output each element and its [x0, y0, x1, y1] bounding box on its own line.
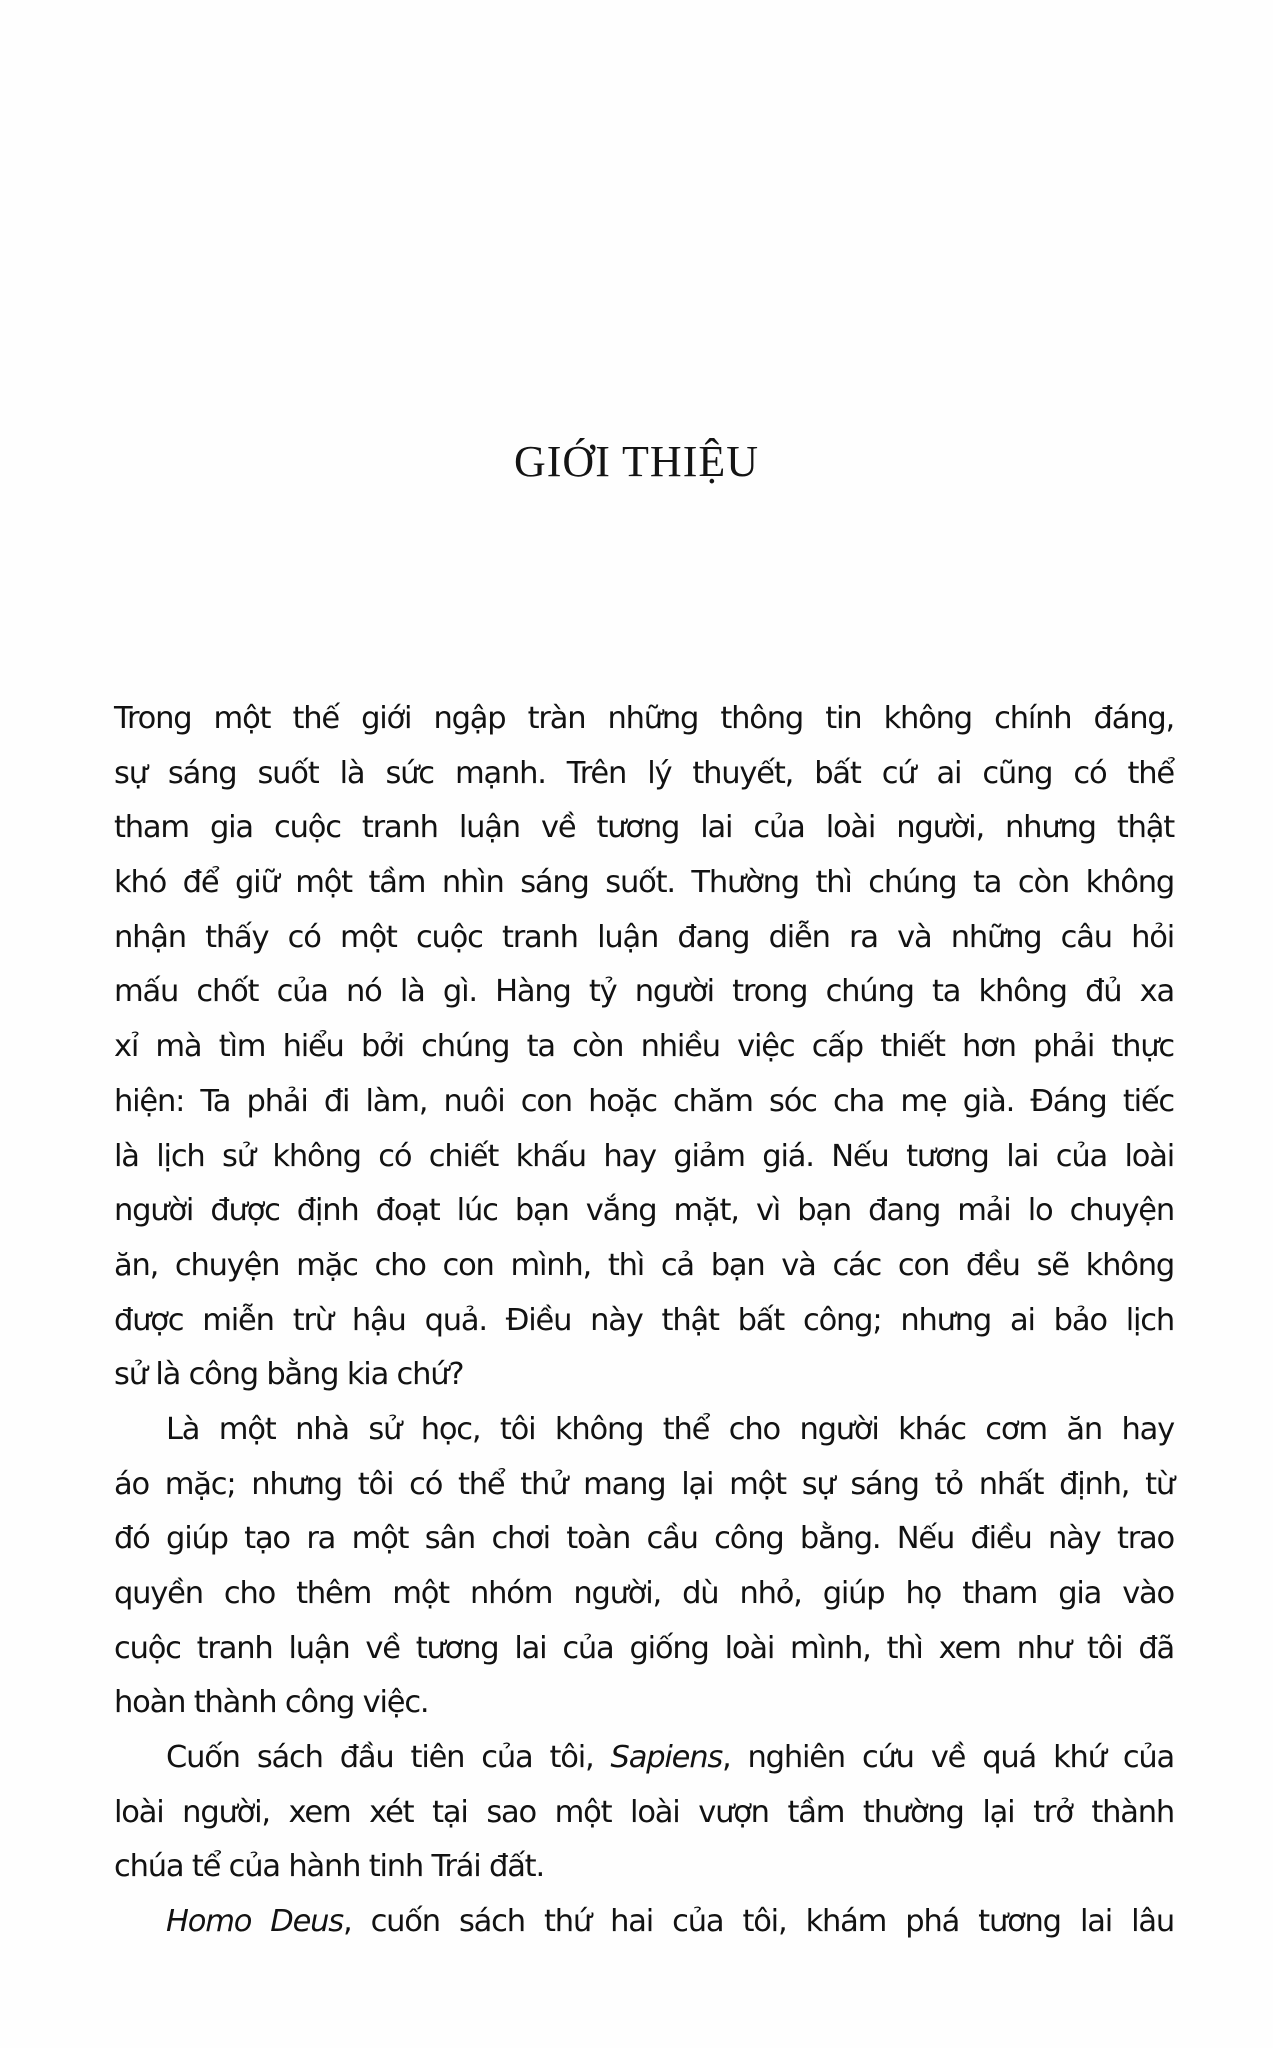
text-line: đó giúp tạo ra một sân chơi toàn cầu công bằng. Nếu điều này trao [114, 1521, 1174, 1557]
text-line: khó để giữ một tầm nhìn sáng suốt. Thường thì chúng ta còn không [114, 865, 1174, 901]
text-line: sử là công bằng kia chứ? [114, 1357, 464, 1393]
text-line: Trong một thế giới ngập tràn những thông tin không chính đáng, [114, 701, 1174, 736]
text-line: ăn, chuyện mặc cho con mình, thì cả bạn và các con đều sẽ không [114, 1247, 1174, 1283]
text-line: được miễn trừ hậu quả. Điều này thật bất công; nhưng ai bảo lịch [114, 1302, 1174, 1338]
text-line: Là một nhà sử học, tôi không thể cho người khác cơm ăn hay [166, 1411, 1174, 1447]
book-title-homo-deus: Homo Deus [166, 1904, 343, 1940]
text-line: loài người, xem xét tại sao một loài vượn tầm thường lại trở thành [114, 1794, 1174, 1830]
chapter-title: GIỚI THIỆU [513, 437, 760, 486]
text-line: áo mặc; nhưng tôi có thể thử mang lại một sự sáng tỏ nhất định, từ [114, 1466, 1174, 1502]
paragraph-1 [114, 692, 1174, 1403]
text-run: , cuốn sách thứ hai của tôi, khám phá tương lai lâu [342, 1904, 1174, 1940]
paragraph-3 [114, 1731, 1174, 1895]
body-text [114, 692, 1174, 1950]
paragraph-4 [114, 1895, 1174, 1950]
text-line: nhận thấy có một cuộc tranh luận đang diễn ra và những câu hỏi [114, 919, 1174, 955]
text-line: cuộc tranh luận về tương lai của giống loài mình, thì xem như tôi đã [114, 1630, 1174, 1666]
text-line: là lịch sử không có chiết khấu hay giảm giá. Nếu tương lai của loài [114, 1138, 1174, 1174]
text-line [114, 1895, 1174, 1950]
book-title-sapiens: Sapiens [610, 1740, 723, 1776]
text-line: người được định đoạt lúc bạn vắng mặt, vì bạn đang mải lo chuyện [114, 1193, 1174, 1229]
text-line: mấu chốt của nó là gì. Hàng tỷ người trong chúng ta không đủ xa [114, 974, 1174, 1010]
text-line: hoàn thành công việc. [114, 1685, 429, 1721]
text-run: , nghiên cứu về quá khứ của [722, 1740, 1175, 1776]
text-line: xỉ mà tìm hiểu bởi chúng ta còn nhiều việc cấp thiết hơn phải thực [114, 1029, 1174, 1065]
text-line: quyền cho thêm một nhóm người, dù nhỏ, giúp họ tham gia vào [114, 1576, 1174, 1611]
text-line: hiện: Ta phải đi làm, nuôi con hoặc chăm sóc cha mẹ già. Đáng tiếc [114, 1083, 1174, 1119]
text-line: tham gia cuộc tranh luận về tương lai của loài người, nhưng thật [114, 810, 1174, 846]
paragraph-2 [114, 1403, 1174, 1731]
text-line [114, 1731, 1174, 1786]
text-line: sự sáng suốt là sức mạnh. Trên lý thuyết, bất cứ ai cũng có thể [114, 755, 1174, 791]
text-run: Cuốn sách đầu tiên của tôi, [166, 1740, 611, 1776]
text-line: chúa tể của hành tinh Trái đất. [114, 1849, 544, 1885]
